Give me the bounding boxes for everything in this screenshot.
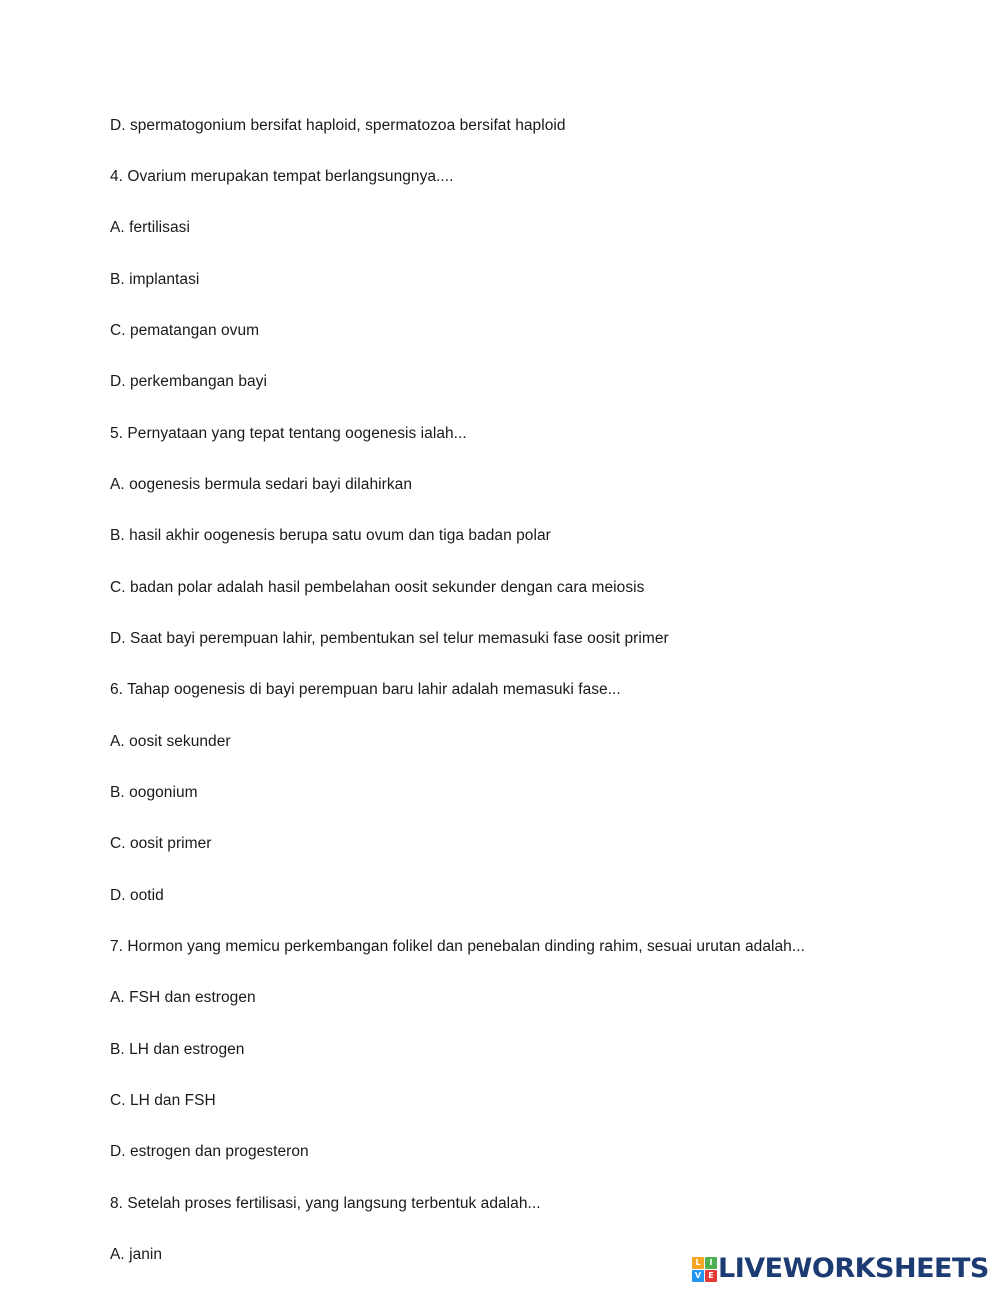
option-4c: C. pematangan ovum [110, 322, 260, 339]
option-7b: B. LH dan estrogen [110, 1041, 245, 1058]
logo-letter-i: I [705, 1257, 717, 1269]
option-4d: D. perkembangan bayi [110, 373, 267, 390]
logo-letter-e: E [705, 1270, 717, 1282]
question-7: 7. Hormon yang memicu perkembangan folikel dan penebalan dinding rahim, sesuai urutan adalah... [110, 938, 805, 955]
option-6d: D. ootid [110, 887, 164, 904]
option-6a: A. oosit sekunder [110, 733, 231, 750]
option-4a: A. fertilisasi [110, 219, 190, 236]
logo-letter-v: V [692, 1270, 704, 1282]
option-7c: C. LH dan FSH [110, 1092, 216, 1109]
option-4b: B. implantasi [110, 271, 200, 288]
option-7a: A. FSH dan estrogen [110, 989, 256, 1006]
logo-letter-l: L [692, 1257, 704, 1269]
option-3d: D. spermatogonium bersifat haploid, spermatozoa bersifat haploid [110, 117, 566, 134]
option-5c: C. badan polar adalah hasil pembelahan oosit sekunder dengan cara meiosis [110, 579, 645, 596]
option-5a: A. oogenesis bermula sedari bayi dilahirkan [110, 476, 412, 493]
option-8a: A. janin [110, 1246, 163, 1263]
option-6c: C. oosit primer [110, 835, 212, 852]
question-5: 5. Pernyataan yang tepat tentang oogenesis ialah... [110, 425, 467, 442]
question-8: 8. Setelah proses fertilisasi, yang langsung terbentuk adalah... [110, 1195, 541, 1212]
option-5b: B. hasil akhir oogenesis berupa satu ovum dan tiga badan polar [110, 527, 551, 544]
liveworksheets-logo [692, 1254, 989, 1284]
option-5d: D. Saat bayi perempuan lahir, pembentukan sel telur memasuki fase oosit primer [110, 630, 669, 647]
option-6b: B. oogonium [110, 784, 198, 801]
live-squares-icon [692, 1257, 716, 1281]
question-4: 4. Ovarium merupakan tempat berlangsungnya.... [110, 168, 454, 185]
logo-wordmark: LIVEWORKSHEETS [718, 1253, 989, 1284]
question-6: 6. Tahap oogenesis di bayi perempuan baru lahir adalah memasuki fase... [110, 681, 621, 698]
option-7d: D. estrogen dan progesteron [110, 1143, 309, 1160]
